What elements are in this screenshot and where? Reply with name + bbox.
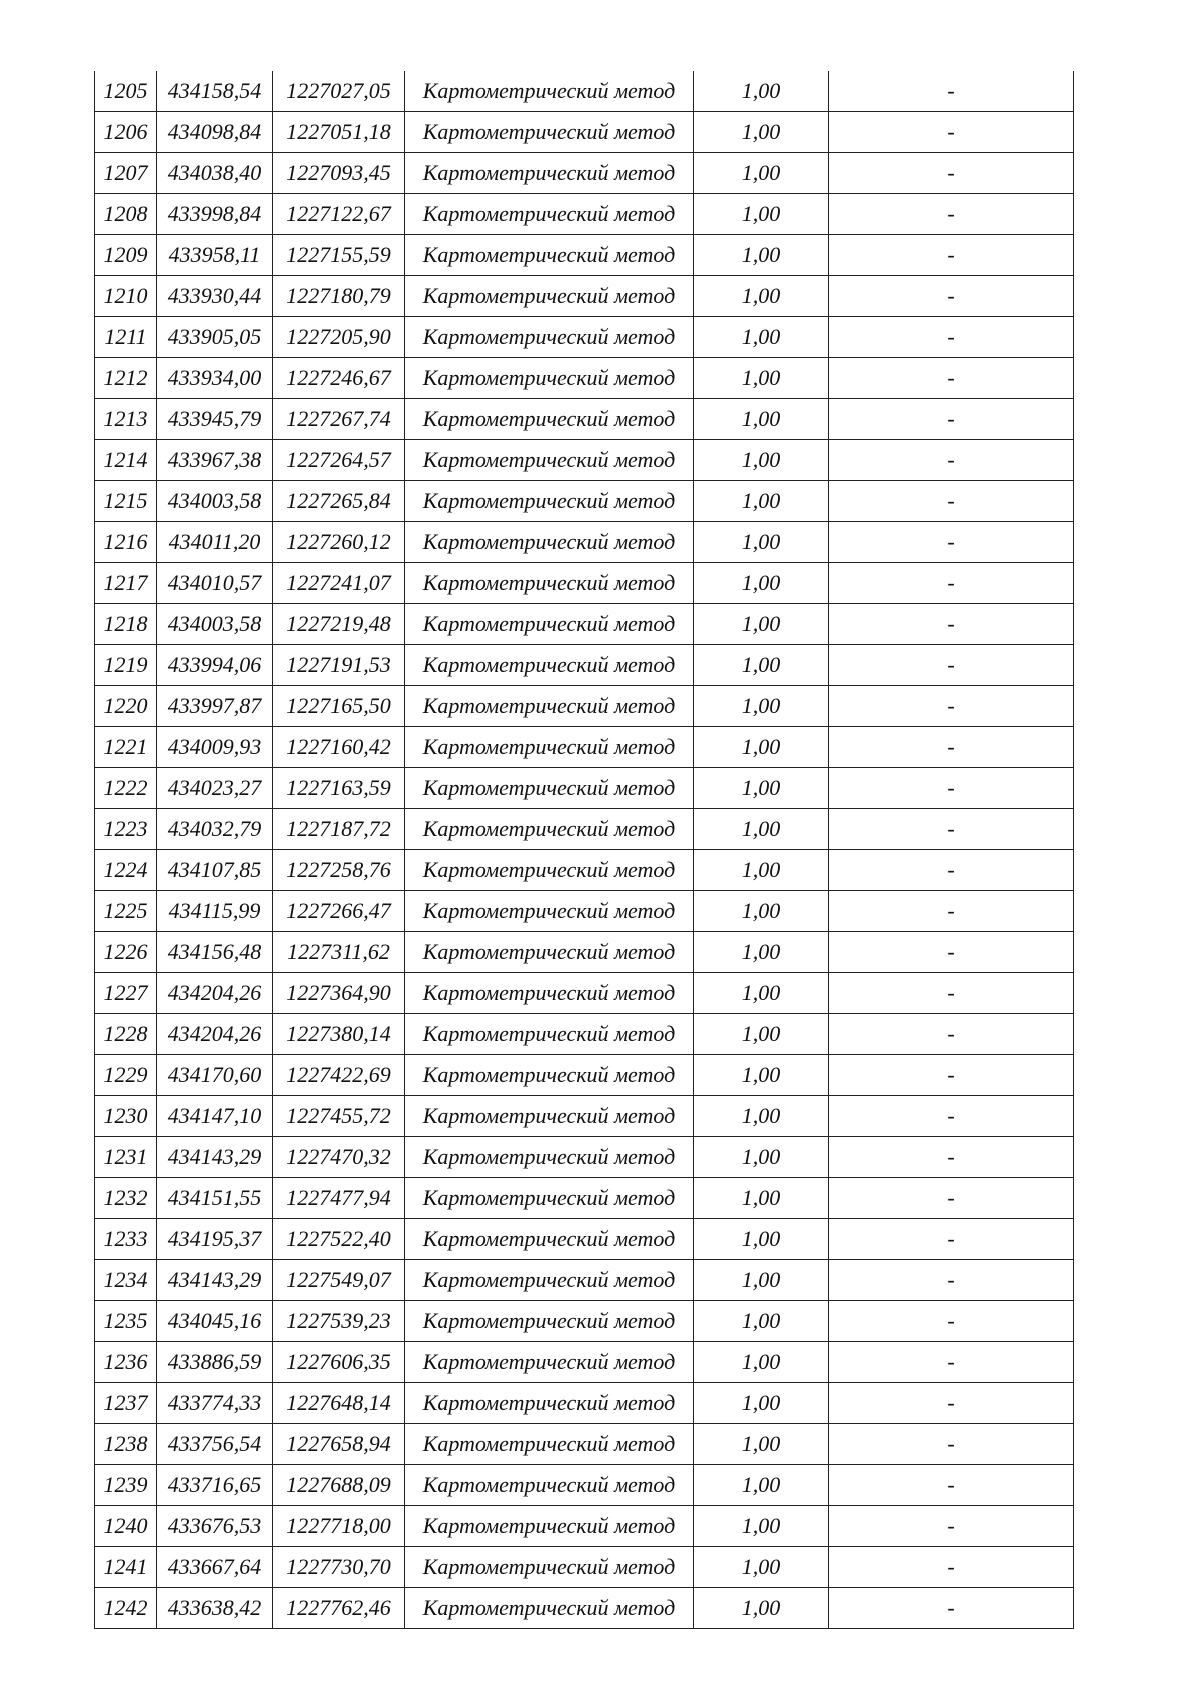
table-row [95,645,1074,686]
y-coordinate-cell: 1227455,72 [273,1096,405,1137]
description-cell: - [829,686,1074,727]
point-number-cell: 1220 [95,686,157,727]
accuracy-cell: 1,00 [694,1055,829,1096]
y-coordinate-cell: 1227539,23 [273,1301,405,1342]
method-cell: Картометрический метод [405,440,694,481]
method-cell: Картометрический метод [405,522,694,563]
x-coordinate-cell: 433676,53 [157,1506,273,1547]
accuracy-cell: 1,00 [694,1424,829,1465]
y-coordinate-cell: 1227266,47 [273,891,405,932]
accuracy-cell: 1,00 [694,1014,829,1055]
accuracy-cell: 1,00 [694,1096,829,1137]
accuracy-cell: 1,00 [694,71,829,112]
point-number-cell: 1242 [95,1588,157,1629]
point-number-cell: 1238 [95,1424,157,1465]
table-row [95,399,1074,440]
point-number-cell: 1224 [95,850,157,891]
point-number-cell: 1206 [95,112,157,153]
description-cell: - [829,809,1074,850]
table-row [95,358,1074,399]
x-coordinate-cell: 434098,84 [157,112,273,153]
description-cell: - [829,1260,1074,1301]
method-cell: Картометрический метод [405,317,694,358]
table-row [95,235,1074,276]
method-cell: Картометрический метод [405,194,694,235]
accuracy-cell: 1,00 [694,153,829,194]
y-coordinate-cell: 1227160,42 [273,727,405,768]
y-coordinate-cell: 1227267,74 [273,399,405,440]
y-coordinate-cell: 1227241,07 [273,563,405,604]
x-coordinate-cell: 434011,20 [157,522,273,563]
table-row [95,1547,1074,1588]
description-cell: - [829,563,1074,604]
table-row [95,686,1074,727]
accuracy-cell: 1,00 [694,1465,829,1506]
accuracy-cell: 1,00 [694,317,829,358]
x-coordinate-cell: 433967,38 [157,440,273,481]
accuracy-cell: 1,00 [694,686,829,727]
method-cell: Картометрический метод [405,399,694,440]
method-cell: Картометрический метод [405,1506,694,1547]
accuracy-cell: 1,00 [694,645,829,686]
point-number-cell: 1237 [95,1383,157,1424]
description-cell: - [829,645,1074,686]
y-coordinate-cell: 1227165,50 [273,686,405,727]
x-coordinate-cell: 433997,87 [157,686,273,727]
accuracy-cell: 1,00 [694,1260,829,1301]
description-cell: - [829,1588,1074,1629]
method-cell: Картометрический метод [405,1588,694,1629]
description-cell: - [829,481,1074,522]
x-coordinate-cell: 434032,79 [157,809,273,850]
method-cell: Картометрический метод [405,71,694,112]
method-cell: Картометрический метод [405,563,694,604]
y-coordinate-cell: 1227658,94 [273,1424,405,1465]
x-coordinate-cell: 434204,26 [157,1014,273,1055]
point-number-cell: 1205 [95,71,157,112]
y-coordinate-cell: 1227364,90 [273,973,405,1014]
point-number-cell: 1213 [95,399,157,440]
table-row [95,1137,1074,1178]
description-cell: - [829,727,1074,768]
method-cell: Картометрический метод [405,1342,694,1383]
accuracy-cell: 1,00 [694,358,829,399]
accuracy-cell: 1,00 [694,1178,829,1219]
x-coordinate-cell: 434009,93 [157,727,273,768]
method-cell: Картометрический метод [405,973,694,1014]
description-cell: - [829,1383,1074,1424]
point-number-cell: 1210 [95,276,157,317]
accuracy-cell: 1,00 [694,932,829,973]
description-cell: - [829,1014,1074,1055]
description-cell: - [829,522,1074,563]
description-cell: - [829,317,1074,358]
point-number-cell: 1236 [95,1342,157,1383]
method-cell: Картометрический метод [405,809,694,850]
description-cell: - [829,1547,1074,1588]
x-coordinate-cell: 434010,57 [157,563,273,604]
y-coordinate-cell: 1227730,70 [273,1547,405,1588]
table-row [95,276,1074,317]
table-row [95,194,1074,235]
point-number-cell: 1207 [95,153,157,194]
x-coordinate-cell: 434156,48 [157,932,273,973]
y-coordinate-cell: 1227191,53 [273,645,405,686]
description-cell: - [829,604,1074,645]
description-cell: - [829,1506,1074,1547]
point-number-cell: 1222 [95,768,157,809]
point-number-cell: 1239 [95,1465,157,1506]
point-number-cell: 1231 [95,1137,157,1178]
point-number-cell: 1227 [95,973,157,1014]
point-number-cell: 1215 [95,481,157,522]
method-cell: Картометрический метод [405,1465,694,1506]
table-row [95,1096,1074,1137]
y-coordinate-cell: 1227606,35 [273,1342,405,1383]
description-cell: - [829,1055,1074,1096]
description-cell: - [829,1301,1074,1342]
accuracy-cell: 1,00 [694,522,829,563]
point-number-cell: 1217 [95,563,157,604]
description-cell: - [829,71,1074,112]
point-number-cell: 1233 [95,1219,157,1260]
y-coordinate-cell: 1227093,45 [273,153,405,194]
table-row [95,727,1074,768]
description-cell: - [829,891,1074,932]
table-row [95,440,1074,481]
accuracy-cell: 1,00 [694,194,829,235]
y-coordinate-cell: 1227205,90 [273,317,405,358]
accuracy-cell: 1,00 [694,891,829,932]
y-coordinate-cell: 1227762,46 [273,1588,405,1629]
x-coordinate-cell: 433945,79 [157,399,273,440]
table-row [95,317,1074,358]
method-cell: Картометрический метод [405,481,694,522]
method-cell: Картометрический метод [405,1383,694,1424]
description-cell: - [829,1219,1074,1260]
y-coordinate-cell: 1227155,59 [273,235,405,276]
accuracy-cell: 1,00 [694,850,829,891]
table-row [95,563,1074,604]
description-cell: - [829,1096,1074,1137]
x-coordinate-cell: 434107,85 [157,850,273,891]
table-row [95,481,1074,522]
description-cell: - [829,1178,1074,1219]
point-number-cell: 1219 [95,645,157,686]
x-coordinate-cell: 433958,11 [157,235,273,276]
y-coordinate-cell: 1227180,79 [273,276,405,317]
point-number-cell: 1230 [95,1096,157,1137]
method-cell: Картометрический метод [405,358,694,399]
x-coordinate-cell: 434170,60 [157,1055,273,1096]
method-cell: Картометрический метод [405,276,694,317]
description-cell: - [829,768,1074,809]
point-number-cell: 1225 [95,891,157,932]
accuracy-cell: 1,00 [694,1137,829,1178]
y-coordinate-cell: 1227422,69 [273,1055,405,1096]
y-coordinate-cell: 1227122,67 [273,194,405,235]
accuracy-cell: 1,00 [694,399,829,440]
point-number-cell: 1234 [95,1260,157,1301]
x-coordinate-cell: 433886,59 [157,1342,273,1383]
x-coordinate-cell: 434158,54 [157,71,273,112]
y-coordinate-cell: 1227265,84 [273,481,405,522]
x-coordinate-cell: 433930,44 [157,276,273,317]
method-cell: Картометрический метод [405,932,694,973]
y-coordinate-cell: 1227187,72 [273,809,405,850]
method-cell: Картометрический метод [405,604,694,645]
method-cell: Картометрический метод [405,1178,694,1219]
y-coordinate-cell: 1227260,12 [273,522,405,563]
y-coordinate-cell: 1227051,18 [273,112,405,153]
point-number-cell: 1235 [95,1301,157,1342]
y-coordinate-cell: 1227219,48 [273,604,405,645]
method-cell: Картометрический метод [405,645,694,686]
x-coordinate-cell: 433905,05 [157,317,273,358]
x-coordinate-cell: 433667,64 [157,1547,273,1588]
method-cell: Картометрический метод [405,850,694,891]
table-row [95,1383,1074,1424]
table-row [95,1424,1074,1465]
table-row [95,973,1074,1014]
x-coordinate-cell: 434143,29 [157,1260,273,1301]
table-body [95,71,1074,1629]
x-coordinate-cell: 434023,27 [157,768,273,809]
accuracy-cell: 1,00 [694,1342,829,1383]
table-row [95,1219,1074,1260]
y-coordinate-cell: 1227163,59 [273,768,405,809]
x-coordinate-cell: 433994,06 [157,645,273,686]
x-coordinate-cell: 433638,42 [157,1588,273,1629]
point-number-cell: 1241 [95,1547,157,1588]
accuracy-cell: 1,00 [694,1506,829,1547]
x-coordinate-cell: 434147,10 [157,1096,273,1137]
x-coordinate-cell: 434003,58 [157,481,273,522]
table-row [95,1342,1074,1383]
x-coordinate-cell: 433934,00 [157,358,273,399]
accuracy-cell: 1,00 [694,235,829,276]
x-coordinate-cell: 434003,58 [157,604,273,645]
table-row [95,768,1074,809]
x-coordinate-cell: 434038,40 [157,153,273,194]
description-cell: - [829,1465,1074,1506]
table-row [95,71,1074,112]
method-cell: Картометрический метод [405,1424,694,1465]
accuracy-cell: 1,00 [694,563,829,604]
description-cell: - [829,973,1074,1014]
table-row [95,1506,1074,1547]
accuracy-cell: 1,00 [694,1219,829,1260]
x-coordinate-cell: 433774,33 [157,1383,273,1424]
table-row [95,891,1074,932]
description-cell: - [829,235,1074,276]
x-coordinate-cell: 434143,29 [157,1137,273,1178]
method-cell: Картометрический метод [405,1137,694,1178]
x-coordinate-cell: 434151,55 [157,1178,273,1219]
y-coordinate-cell: 1227258,76 [273,850,405,891]
coordinates-table-container [94,71,1074,1629]
table-row [95,1301,1074,1342]
table-row [95,604,1074,645]
x-coordinate-cell: 433716,65 [157,1465,273,1506]
accuracy-cell: 1,00 [694,973,829,1014]
y-coordinate-cell: 1227648,14 [273,1383,405,1424]
y-coordinate-cell: 1227264,57 [273,440,405,481]
point-number-cell: 1214 [95,440,157,481]
accuracy-cell: 1,00 [694,1588,829,1629]
y-coordinate-cell: 1227027,05 [273,71,405,112]
description-cell: - [829,1342,1074,1383]
description-cell: - [829,440,1074,481]
method-cell: Картометрический метод [405,1547,694,1588]
accuracy-cell: 1,00 [694,809,829,850]
description-cell: - [829,1424,1074,1465]
description-cell: - [829,112,1074,153]
y-coordinate-cell: 1227688,09 [273,1465,405,1506]
y-coordinate-cell: 1227246,67 [273,358,405,399]
description-cell: - [829,399,1074,440]
y-coordinate-cell: 1227380,14 [273,1014,405,1055]
method-cell: Картометрический метод [405,1055,694,1096]
point-number-cell: 1229 [95,1055,157,1096]
point-number-cell: 1216 [95,522,157,563]
table-row [95,1465,1074,1506]
description-cell: - [829,850,1074,891]
accuracy-cell: 1,00 [694,727,829,768]
method-cell: Картометрический метод [405,768,694,809]
method-cell: Картометрический метод [405,1219,694,1260]
point-number-cell: 1240 [95,1506,157,1547]
method-cell: Картометрический метод [405,727,694,768]
table-row [95,850,1074,891]
description-cell: - [829,194,1074,235]
coordinates-table [94,71,1074,1629]
description-cell: - [829,153,1074,194]
accuracy-cell: 1,00 [694,481,829,522]
accuracy-cell: 1,00 [694,1383,829,1424]
accuracy-cell: 1,00 [694,440,829,481]
description-cell: - [829,932,1074,973]
point-number-cell: 1218 [95,604,157,645]
table-row [95,1055,1074,1096]
y-coordinate-cell: 1227470,32 [273,1137,405,1178]
table-row [95,153,1074,194]
description-cell: - [829,1137,1074,1178]
method-cell: Картометрический метод [405,112,694,153]
point-number-cell: 1212 [95,358,157,399]
x-coordinate-cell: 434045,16 [157,1301,273,1342]
description-cell: - [829,358,1074,399]
method-cell: Картометрический метод [405,1096,694,1137]
point-number-cell: 1226 [95,932,157,973]
table-row [95,1014,1074,1055]
point-number-cell: 1209 [95,235,157,276]
method-cell: Картометрический метод [405,235,694,276]
point-number-cell: 1228 [95,1014,157,1055]
point-number-cell: 1211 [95,317,157,358]
accuracy-cell: 1,00 [694,276,829,317]
table-row [95,1588,1074,1629]
accuracy-cell: 1,00 [694,112,829,153]
table-row [95,1260,1074,1301]
method-cell: Картометрический метод [405,686,694,727]
point-number-cell: 1223 [95,809,157,850]
x-coordinate-cell: 434195,37 [157,1219,273,1260]
table-row [95,1178,1074,1219]
point-number-cell: 1208 [95,194,157,235]
point-number-cell: 1221 [95,727,157,768]
method-cell: Картометрический метод [405,1014,694,1055]
x-coordinate-cell: 434204,26 [157,973,273,1014]
x-coordinate-cell: 433756,54 [157,1424,273,1465]
accuracy-cell: 1,00 [694,604,829,645]
table-row [95,809,1074,850]
y-coordinate-cell: 1227522,40 [273,1219,405,1260]
y-coordinate-cell: 1227477,94 [273,1178,405,1219]
x-coordinate-cell: 433998,84 [157,194,273,235]
description-cell: - [829,276,1074,317]
table-row [95,522,1074,563]
accuracy-cell: 1,00 [694,768,829,809]
method-cell: Картометрический метод [405,891,694,932]
method-cell: Картометрический метод [405,1260,694,1301]
method-cell: Картометрический метод [405,1301,694,1342]
accuracy-cell: 1,00 [694,1547,829,1588]
point-number-cell: 1232 [95,1178,157,1219]
accuracy-cell: 1,00 [694,1301,829,1342]
table-row [95,932,1074,973]
y-coordinate-cell: 1227311,62 [273,932,405,973]
x-coordinate-cell: 434115,99 [157,891,273,932]
y-coordinate-cell: 1227718,00 [273,1506,405,1547]
y-coordinate-cell: 1227549,07 [273,1260,405,1301]
table-row [95,112,1074,153]
method-cell: Картометрический метод [405,153,694,194]
